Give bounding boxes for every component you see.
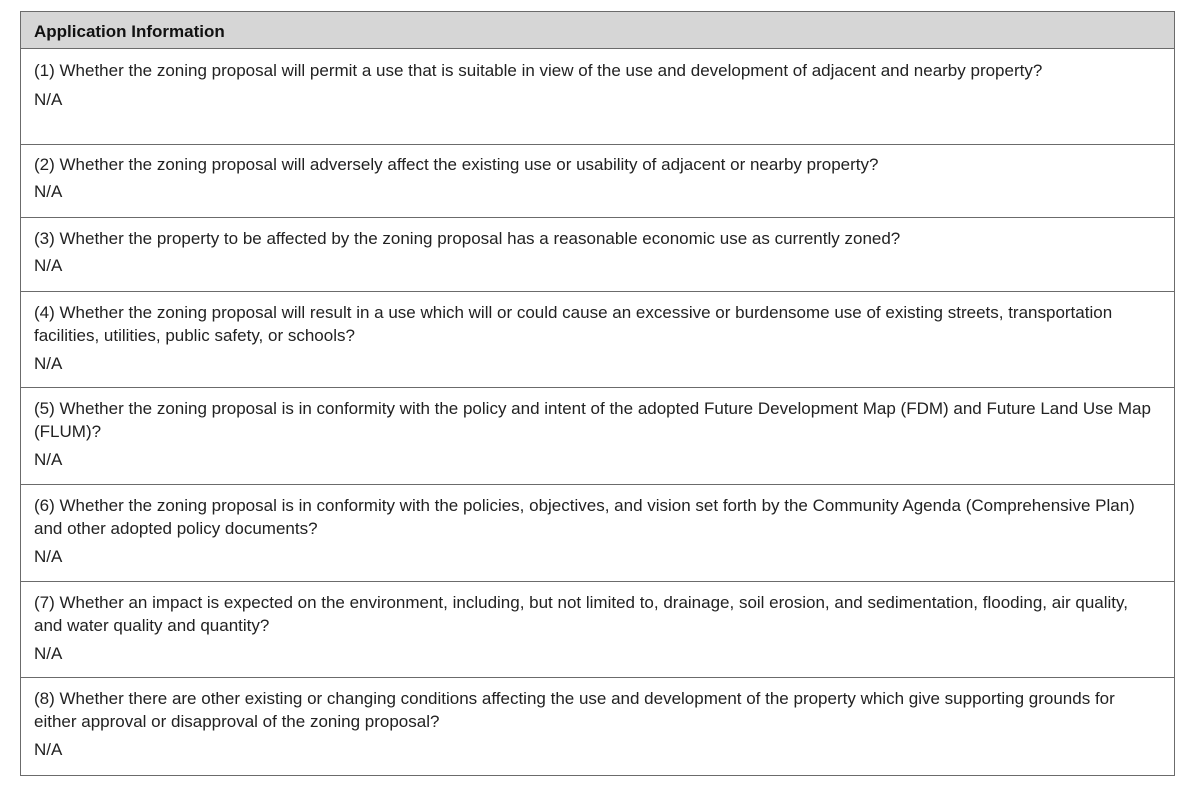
answer-text: N/A [34,181,63,201]
question-text: (3) Whether the property to be affected by the zoning proposal has a reasonable economic use as currently zoned? [34,229,901,248]
table-row [21,145,1174,218]
table-header: Application Information [21,12,1174,49]
answer-text: N/A [34,255,63,275]
answer-text: N/A [34,644,63,663]
table-row [21,678,1174,775]
application-info-table [20,11,1175,776]
answer-text: N/A [34,89,63,109]
table-row [21,49,1174,145]
table-row [21,485,1174,582]
answer-text: N/A [34,450,63,469]
question-text: (8) Whether there are other existing or changing conditions affecting the use and development of the property which give supporting grounds for either approval or disapproval of the zoning proposal? [34,689,1115,731]
question-text: (6) Whether the zoning proposal is in conformity with the policies, objectives, and vision set forth by the Community Agenda (Comprehensive Plan) and other adopted policy documents? [34,496,1135,538]
question-text: (1) Whether the zoning proposal will permit a use that is suitable in view of the use and development of adjacent and nearby property? [34,61,1043,80]
table-row [21,218,1174,292]
table-row [21,292,1174,388]
answer-text: N/A [34,354,63,373]
table-row [21,582,1174,678]
question-text: (2) Whether the zoning proposal will adversely affect the existing use or usability of adjacent or nearby property? [34,155,879,174]
table-row [21,388,1174,485]
question-text: (4) Whether the zoning proposal will result in a use which will or could cause an excessive or burdensome use of existing streets, transportation facilities, utilities, public safety, or schools? [34,303,1113,345]
answer-text: N/A [34,740,63,759]
answer-text: N/A [34,547,63,566]
question-text: (7) Whether an impact is expected on the environment, including, but not limited to, drainage, soil erosion, and sedimentation, flooding, air quality, and water quality and quantity? [34,593,1128,635]
question-text: (5) Whether the zoning proposal is in conformity with the policy and intent of the adopted Future Development Map (FDM) and Future Land Use Map (FLUM)? [34,399,1151,441]
